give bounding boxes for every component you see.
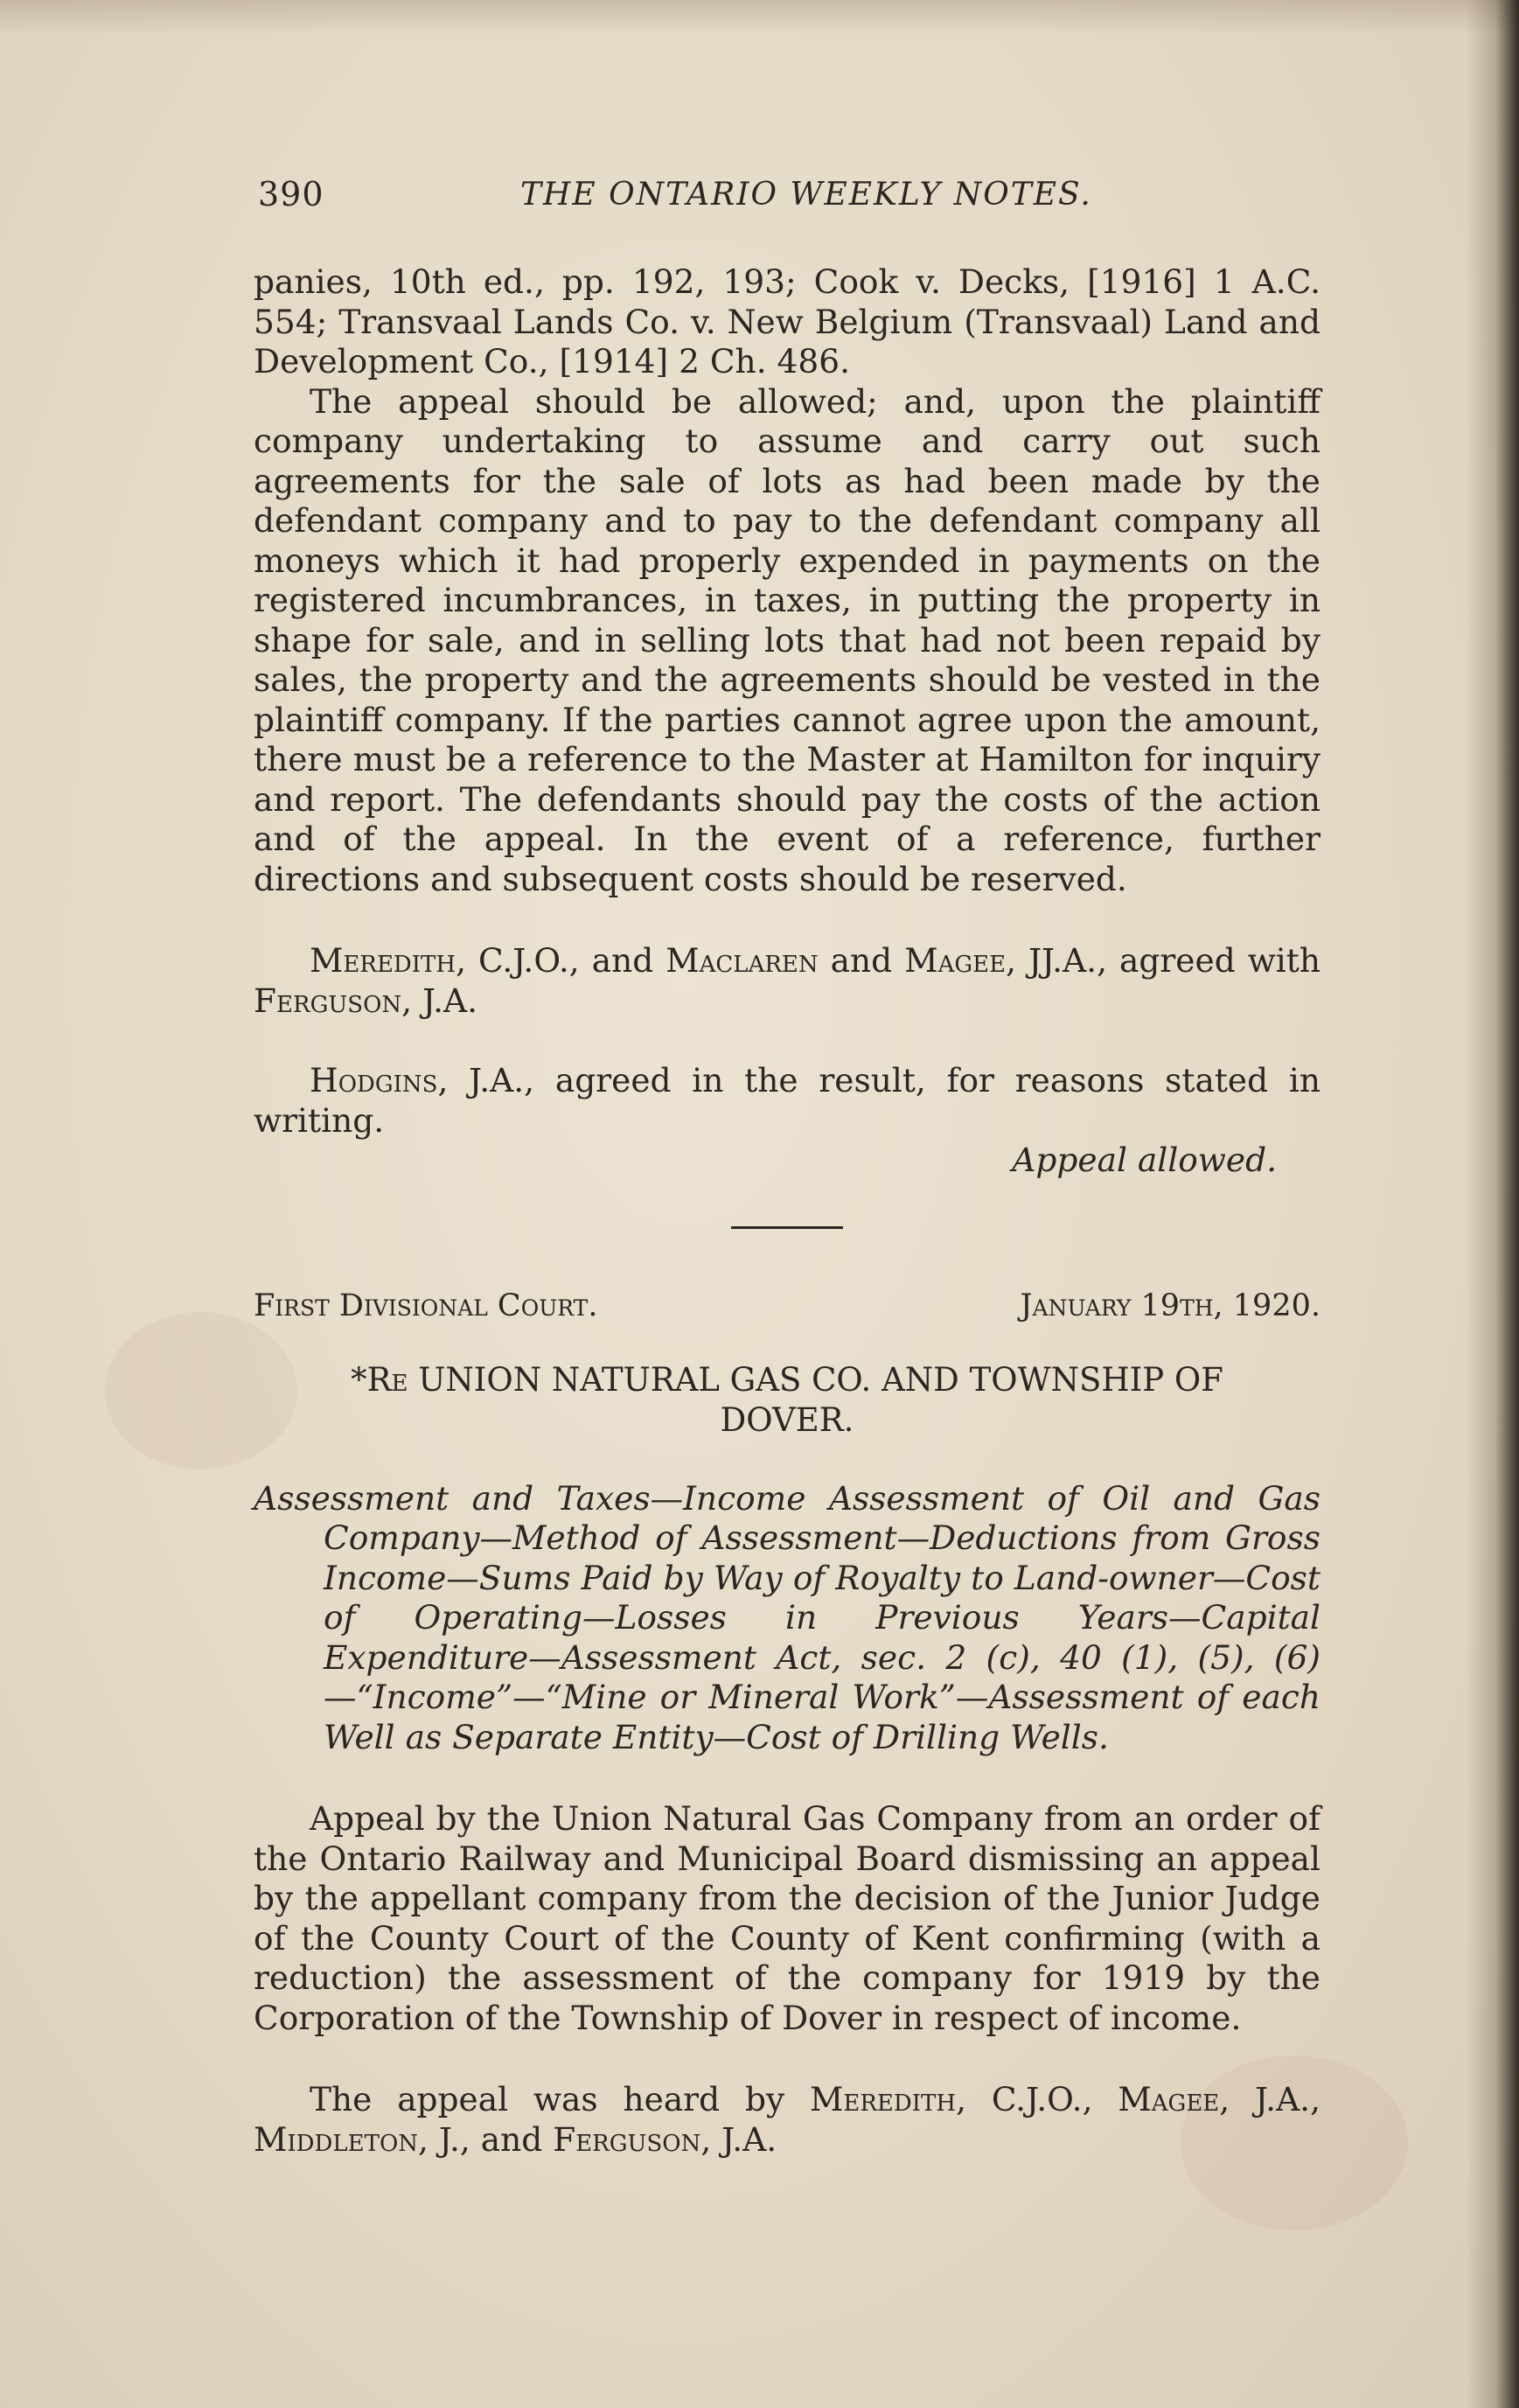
case-title — [254, 1360, 1320, 1441]
judge-name: Hodgins — [310, 1061, 438, 1099]
case-title-text: UNION NATURAL GAS CO. AND TOWNSHIP OF DOVER. — [408, 1360, 1223, 1439]
page-edge-shadow — [1467, 0, 1519, 2408]
hearing-text: , J.A. — [700, 2119, 777, 2159]
continued-paragraph: panies, 10th ed., pp. 192, 193; Cook v. Decks, [1916] 1 A.C. 554; Transvaal Lands Co. v. New Belgium (Transvaal) Land and Development Co., [1914] 2 Ch. 486. — [254, 262, 1320, 380]
court-line — [254, 1287, 1320, 1327]
judge-name: Ferguson — [553, 2119, 701, 2159]
judge-name: Meredith — [809, 2080, 957, 2118]
hearing-text: , J., and — [418, 2119, 554, 2159]
judge-name: Maclaren — [665, 941, 819, 980]
concurrence-text: , C.J.O., and — [456, 941, 666, 980]
court-name: First Divisional Court. — [254, 1288, 598, 1323]
hearing-text: , C.J.O., — [956, 2080, 1118, 2118]
concurrence-paragraph — [254, 941, 1320, 1021]
separate-opinion-text: , J.A., agreed in the result, for reasons stated in writing. — [254, 1061, 1320, 1140]
result-line: Appeal allowed. — [1012, 1141, 1277, 1179]
judge-name: Meredith — [310, 941, 456, 980]
hearing-text: , J.A., — [1219, 2080, 1321, 2118]
judge-name: Middleton — [254, 2119, 419, 2159]
judge-name: Magee — [904, 941, 1007, 980]
headnote: Assessment and Taxes—Income Assessment of Oil and Gas Company—Method of Assessment—Deductions from Gross Income—Sums Paid by Way of Royalty to Land-owner—Cost of Operating—Losses in Previous Years—Capital Expenditure—Assessment Act, sec. 2 (c), 40 (1), (5), (6)—“Income”—“Mine or Mineral Work”—Assessment of each Well as Separate Entity—Cost of Drilling Wells. — [254, 1478, 1320, 1756]
case-title-re: Re — [366, 1360, 408, 1399]
text-column — [254, 262, 1320, 2160]
appeal-paragraph: Appeal by the Union Natural Gas Company from an order of the Ontario Railway and Municipal Board dismissing an appeal by the appellant company from the decision of the Junior Judge of the County Court of the County of Kent confirming (with a reduction) the assessment of the company for 1919 by the Corporation of the Township of Dover in respect of income. — [254, 1799, 1320, 2037]
concurrence-text: , J.A. — [401, 981, 478, 1020]
concurrence-text: , JJ.A., agreed with — [1006, 941, 1321, 980]
judge-name: Ferguson — [254, 981, 402, 1020]
page-number: 390 — [258, 175, 324, 213]
case-title-prefix: * — [351, 1360, 367, 1399]
judge-name: Magee — [1118, 2080, 1220, 2118]
journal-title: THE ONTARIO WEEKLY NOTES. — [520, 177, 1092, 213]
judgment-paragraph: The appeal should be allowed; and, upon the plaintiff company undertaking to assume and carry out such agreements for the sale of lots as had been made by the defendant company and to pay to the defendant company all moneys which it had properly expended in payments on the registered incumbrances, in taxes, in putting the property in shape for sale, and in selling lots that had not been repaid by sales, the property and the agreements should be vested in the plaintiff company. If the parties cannot agree upon the amount, there must be a reference to the Master at Hamilton for inquiry and report. The defendants should pay the costs of the action and of the appeal. In the event of a reference, further directions and subsequent costs should be reserved. — [254, 381, 1320, 898]
section-divider — [731, 1226, 843, 1229]
hearing-text: The appeal was heard by — [310, 2080, 810, 2118]
court-date: January 19th, 1920. — [1020, 1288, 1320, 1323]
running-head — [258, 175, 1325, 227]
concurrence-text: and — [818, 941, 905, 980]
separate-opinion-paragraph — [254, 1061, 1320, 1141]
top-shadow — [0, 0, 1519, 35]
hearing-paragraph — [254, 2080, 1320, 2160]
